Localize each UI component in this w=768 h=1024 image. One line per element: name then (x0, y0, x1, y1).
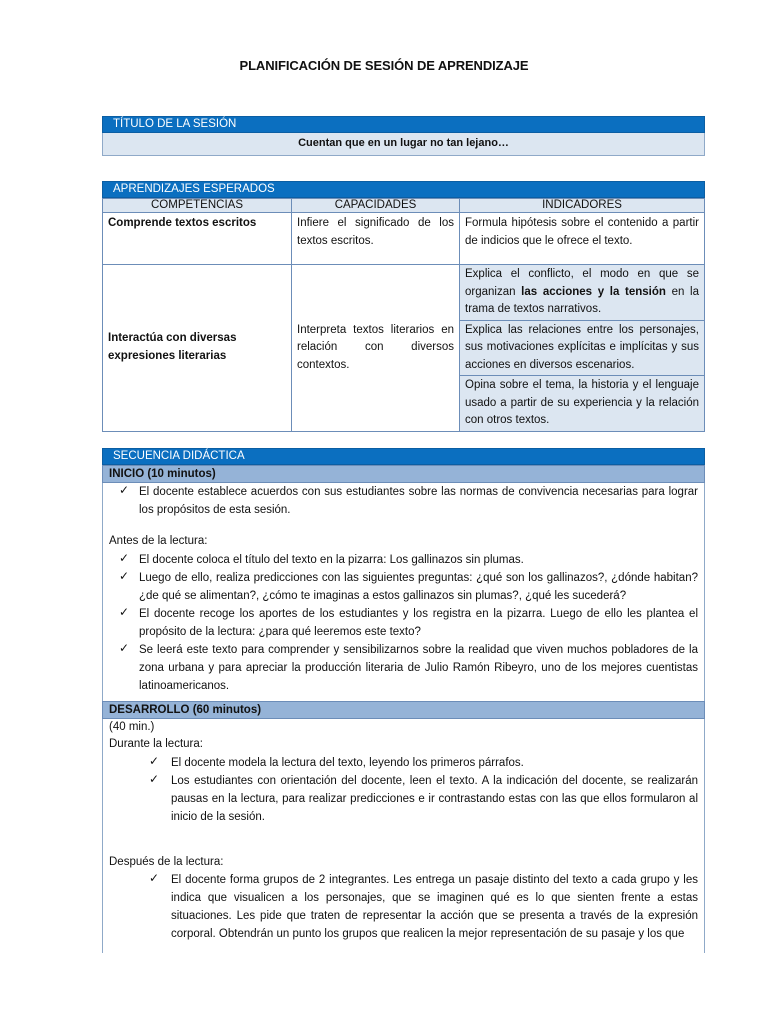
column-header-capacidades: CAPACIDADES (292, 199, 460, 213)
before-reading-label: Antes de la lectura: (109, 535, 208, 547)
indicadores-cell (460, 265, 705, 432)
sequence-header: SECUENCIA DIDÁCTICA (102, 448, 705, 465)
table-row (103, 213, 705, 265)
indicador-text: Explica el conflicto, el modo en que se organizan (465, 268, 699, 298)
indicador-item: Explica las relaciones entre los personajes, sus motivaciones explícitas e implícitas y sus acciones en diversos escenarios. (460, 320, 704, 376)
list-item (109, 605, 698, 641)
sequence-section (102, 448, 705, 1024)
check-icon: ✓ (118, 483, 130, 497)
list-item-text: El docente coloca el título del texto en la pizarra: Los gallinazos sin plumas. (139, 553, 524, 566)
column-header-competencias: COMPETENCIAS (103, 199, 292, 213)
desarrollo-body (102, 719, 705, 954)
indicador-bold-text: las acciones y la tensión (521, 285, 666, 298)
list-item (109, 551, 698, 569)
after-reading-label: Después de la lectura: (109, 855, 224, 868)
during-reading-label: Durante la lectura: (109, 738, 203, 750)
list-item-text: El docente forma grupos de 2 integrantes. Les entrega un pasaje distinto del texto a cada grupo y les indica que visualicen a los personajes, que se imaginen qué es lo que sienten frente a estas situaciones. Les pide que traten de representar la acción que se presenta a través de la expresión corporal. Obtendrán un punto los grupos que realicen la mejor representación de su pasaje y los que (171, 874, 698, 940)
check-icon: ✓ (148, 771, 159, 786)
check-icon: ✓ (118, 568, 130, 583)
inicio-bar: INICIO (10 minutos) (102, 465, 705, 483)
inicio-body (102, 483, 705, 701)
list-item-text: Se leerá este texto para comprender y sensibilizarnos sobre la realidad que viven muchos pobladores de la zona urbana y para apreciar la producción literaria de Julio Ramón Ribeyro, uno de los mejores cuentistas latinoamericanos. (139, 643, 698, 692)
competencia-cell: Comprende textos escritos (103, 213, 292, 265)
list-item (109, 641, 698, 701)
list-item (109, 871, 698, 943)
list-item (109, 483, 698, 519)
check-icon: ✓ (118, 550, 130, 565)
capacidad-cell: Infiere el significado de los textos escritos. (292, 213, 460, 265)
competencia-cell: Interactúa con diversas expresiones literarias (103, 265, 292, 432)
learning-header: APRENDIZAJES ESPERADOS (102, 181, 705, 198)
list-item-text: El docente recoge los aportes de los estudiantes y los registra en la pizarra. Luego de ello les plantea el propósito de la lectura: ¿para qué leeremos este texto? (139, 607, 698, 638)
session-title-value: Cuentan que en un lugar no tan lejano… (102, 133, 705, 156)
check-icon: ✓ (148, 753, 159, 768)
list-item-text: Luego de ello, realiza predicciones con las siguientes preguntas: ¿qué son los gallinazos?, ¿dónde habitan? ¿de qué se alimentan?, ¿cómo te imaginas a estos gallinazos sin plumas?, ¿qué les sucederá? (139, 571, 698, 602)
learning-table-header-row (103, 199, 705, 213)
desarrollo-bar: DESARROLLO (60 minutos) (102, 701, 705, 719)
indicador-cell: Formula hipótesis sobre el contenido a partir de indicios que le ofrece el texto. (460, 213, 705, 265)
indicador-text: en la trama de textos narrativos. (465, 285, 699, 315)
check-icon: ✓ (148, 871, 159, 885)
list-item-text: El docente modela la lectura del texto, leyendo los primeros párrafos. (171, 756, 524, 769)
capacidad-cell: Interpreta textos literarios en relación con diversos contextos. (292, 265, 460, 432)
page-title: PLANIFICACIÓN DE SESIÓN DE APRENDIZAJE (239, 58, 529, 73)
duration-text: (40 min.) (109, 720, 155, 733)
check-icon: ✓ (118, 640, 130, 655)
session-title-header: TÍTULO DE LA SESIÓN (102, 116, 705, 133)
learning-section (102, 181, 705, 432)
indicador-item: Opina sobre el tema, la historia y el lenguaje usado a partir de su experiencia y la relación con otros textos. (460, 375, 704, 431)
list-item-text: Los estudiantes con orientación del docente, leen el texto. A la indicación del docente, se realizarán pausas en la lectura, para realizar predicciones e ir contrastando estas con las que ellos formularon al inicio de la sesión. (171, 774, 698, 823)
learning-table (102, 198, 705, 432)
check-icon: ✓ (118, 604, 130, 619)
session-title-section (102, 116, 705, 156)
indicador-item (460, 265, 704, 320)
list-item (109, 772, 698, 826)
list-item-text: El docente establece acuerdos con sus estudiantes sobre las normas de convivencia necesarias para lograr los propósitos de esta sesión. (139, 486, 698, 516)
list-item (109, 754, 698, 772)
table-row (103, 265, 705, 432)
list-item (109, 569, 698, 605)
column-header-indicadores: INDICADORES (460, 199, 705, 213)
